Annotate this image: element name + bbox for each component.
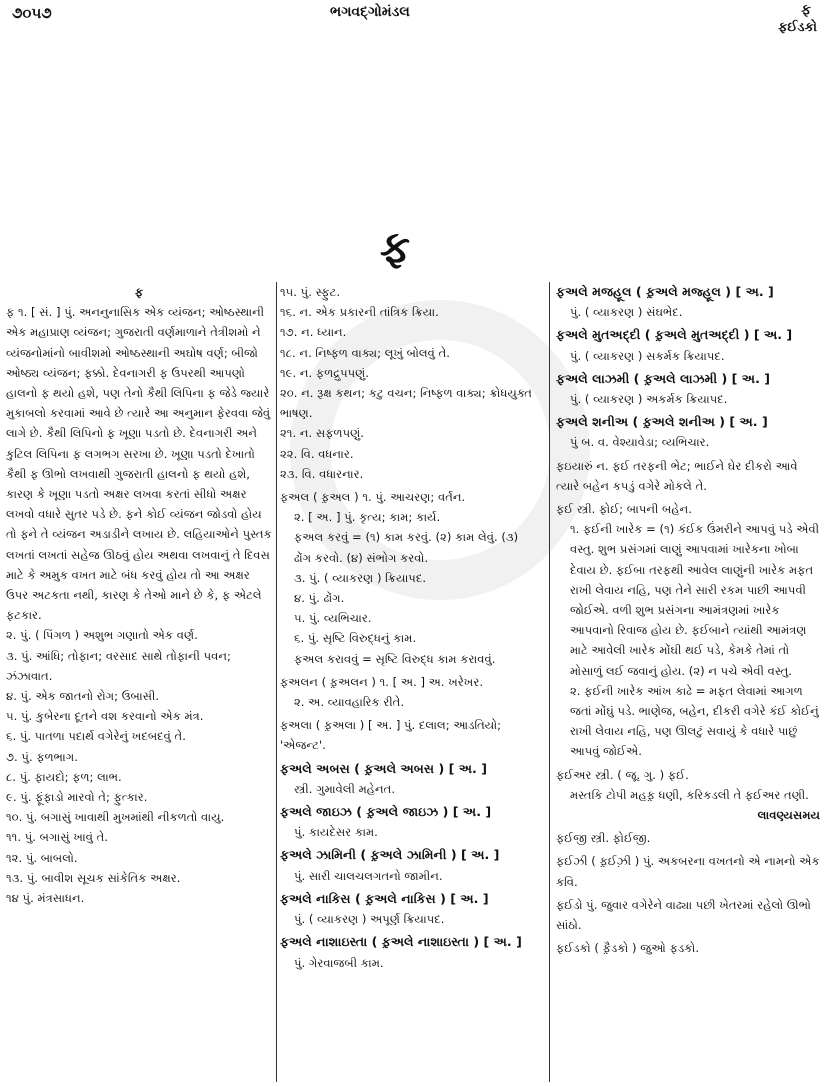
headword: ફઅલે ઝામિની ( ફ઼અલે ઝામિની ) [ અ. ] bbox=[280, 847, 500, 863]
entry: ૬. પું. પાતળા પદાર્થ વગેરેનું ખદબદવું તે. bbox=[6, 729, 186, 744]
headword-entry: ફઇયારું ન. ફઈ તરફની ભેટ; ભાઈને ઘેર દીકરો આવે ત્યારે બહેન કપડું વગેરે મોકલે તે. bbox=[556, 458, 798, 493]
column-head-letter: ફ bbox=[134, 285, 144, 299]
column-3 bbox=[556, 282, 820, 1082]
entry: ૧૩. પું. બાવીશ સૂચક સાંકેતિક અક્ષર. bbox=[6, 870, 181, 885]
entry: ૨. અ. વ્યાવહારિક રીતે. bbox=[294, 695, 405, 710]
entry: ૧. ફઈની ખારેક = (૧) કંઈક ઉંમરીને આપવું પડે એવી વસ્તુ. શુભ પ્રસંગમાં લાણું આપવામાં ખારેકના ખોબા દેવાય છે. ફઈબા તરફથી આવેલ લાણુંની ખારેક મફત રાખી લેવાય નહિ, પણ તેને સારી રકમ પાછી આપવી જોઈએ. વળી શુભ પ્રસંગના આમંત્રણમાં ખારેક આપવાનો રિવાજ હોય છે. ફઈબાને ત્યાંથી આમંત્રણ માટે આવેલી ખારેક મોંઘી થઈ પડે, કેમકે તેમાં તો મોસાળું લઈ જવાનું હોય. (૨) ન પચે એવી વસ્તુ. bbox=[570, 522, 820, 678]
entry: ૧૯. ન. ફળદ્રુપપણું. bbox=[280, 365, 369, 380]
headword: ફઅલે શનીઅ ( ફ઼અલે શનીઅ ) [ અ. ] bbox=[556, 414, 768, 430]
entry: ૧૦. પું. બગાસું ખાવાથી મુખમાંથી નીકળતો વાયુ. bbox=[6, 810, 225, 825]
entry: ૫. પું. વ્યભિચાર. bbox=[294, 611, 372, 626]
headword-entry: ફઅલ ( ફ઼અલ ) ૧. પું. આચરણ; વર્તન. bbox=[280, 490, 466, 505]
page-header bbox=[0, 0, 825, 40]
entry: ૨. ફઈની ખારેક આંખ કાઢે = મફત લેવામાં આગળ જતાં મોંઘું પડે. ભાણેજ, બહેન, દીકરી વગેરે કંઈ કોઈનું રાખી લેવાય નહિ, પણ ઊલટું સવાયું કે વધારે પાછું આપવું જોઈએ. bbox=[570, 683, 819, 759]
headword-entry: ફઅલા ( ફ઼અલા ) [ અ. ] પું. દલાલ; આડતિયો; 'એજન્ટ'. bbox=[280, 718, 502, 753]
definition: પું બ. વ. વેશ્યાવેડા; વ્યભિચાર. bbox=[570, 435, 710, 450]
headword: ફઅલે નાશાઇસ્તા ( ફ઼અલે નાશાઇસ્તા ) [ અ. ] bbox=[280, 934, 522, 950]
entry: ફઅલ કરાવવું = સૃષ્ટિ વિરુદ્ધ કામ કરાવવું. bbox=[294, 651, 496, 666]
entry: ૧૮. ન. નિષ્ફળ વાક્ય; લૂખું બોલવું તે. bbox=[280, 345, 450, 360]
definition: પું. ( વ્યાકરણ ) સકર્મક ક્રિયાપદ. bbox=[570, 348, 725, 363]
entry: ૩. પું. ( વ્યાકરણ ) ક્રિયાપદ. bbox=[294, 570, 426, 585]
header-letter: ફ bbox=[801, 2, 811, 18]
book-title: ભગવદ્ગોમંડલ bbox=[330, 4, 410, 20]
column-1 bbox=[6, 282, 272, 1082]
entry: ૧૧. પું. બગાસું ખાવું તે. bbox=[6, 830, 108, 845]
definition: પું. ગેરવાજબી કામ. bbox=[294, 955, 384, 970]
entry: ૨. પું. ( પિંગળ ) અશુભ ગણાતો એક વર્ણ. bbox=[6, 628, 198, 643]
headword: ફઅલે મજહૂલ ( ફ઼અલે મજ્હૂલ ) [ અ. ] bbox=[556, 284, 774, 299]
headword: ફઅલે જાઇઝ ( ફ઼અલે જાઇઝ ) [ અ. ] bbox=[280, 804, 492, 820]
entry: ૯. પું. ફૂંફાડો મારવો તે; ફુત્કાર. bbox=[6, 790, 148, 805]
entry: ૬. પું. સૃષ્ટિ વિરુદ્ધનું કામ. bbox=[294, 631, 417, 646]
entry: ૮. પું. ફાયદો; ફળ; લાભ. bbox=[6, 769, 122, 784]
column-divider bbox=[549, 282, 550, 1082]
entry: ૫. પું. કુબેરના દૂતને વશ કરવાનો એક મંત્ર. bbox=[6, 709, 204, 724]
column-2 bbox=[280, 282, 538, 1082]
section-letter: ફ bbox=[380, 222, 410, 271]
entry: ૧૫. પું. સ્ફુટ. bbox=[280, 285, 341, 299]
entry: ૧૪ પું. મંત્રસાધન. bbox=[6, 891, 85, 906]
headword-entry: ફઈડો પું. જુવાર વગેરેને વાઢ્યા પછી ખેતરમાં રહેલો ઊભો સાંઠો. bbox=[556, 897, 811, 933]
entry: ૧૨. પું. બાબલો. bbox=[6, 850, 78, 865]
entry: ૨૨. વિ. વધનાર. bbox=[280, 446, 354, 461]
definition: પું. ( વ્યાકરણ ) અપૂર્ણ ક્રિયાપદ. bbox=[294, 912, 445, 927]
column-divider bbox=[276, 282, 277, 1082]
headword-entry: ફઈઅર સ્ત્રી. ( જૂ. ગુ. ) ફઈ. bbox=[556, 767, 689, 782]
entry: ફ ૧. [ સં. ] પું. અનનુનાસિક એક વ્યંજન; ઓષ્ઠસ્થાની એક મહાપ્રાણ વ્યંજન; ગુજરાતી વર્ણમાળાને તેત્રીશમો ને વ્યંજનોમાંનો બાવીશમો ઓષ્ઠસ્થાની અઘોષ વર્ણ; બીજો ઓષ્ઠ્ય વ્યંજન; ફક્કો. દેવનાગરી ફ ઉપરથી આપણો હાલનો ફ થયો હશે, પણ તેનો કૈથી લિપિના ફ જેડે જ્યારે મુકાબલો કરવામાં આવે છે ત્યારે આ અનુમાન ફેરવવા જેવું લાગે છે. કૈથી લિપિનો ફ ખૂણા પડતો છે. દેવનાગરી અને કુટિલ લિપિના ફ લગભગ સરખા છે. ખૂણા પડતો દેખાતો કૈથી ફ ઊભો લખવાથી ગુજરાતી હાલનો ફ થયો હશે, કારણ કે ખૂણા પડતો અક્ષર લખવા કરતાં સીધો અક્ષર લખવો વધારે સુતર પડે છે. ફને કોઈ વ્યંજન જોડવો હોય તો ફને તે વ્યંજન અડાડીને લખાય છે. લહિયાઓને પુસ્તક લખતાં લખતાં સહેજ ઊઠવું હોય અથવા લખવાનું તે દિવસ માટે કે અમુક વખત માટે બંધ કરવું હોય તો આ અક્ષર ઉપર અટકતા નથી, કારણ કે તેઓ માને છે કે, ફ એટલે ફટકાર. bbox=[6, 305, 272, 623]
definition: પું. ( વ્યાકરણ ) અકર્મક ક્રિયાપદ. bbox=[570, 392, 728, 407]
dictionary-columns bbox=[0, 282, 825, 1082]
headword-entry: ફઅલન ( ફ઼અલન ) ૧. [ અ. ] અ. ખરેખર. bbox=[280, 674, 484, 689]
guide-word: ફઈડકો bbox=[778, 20, 817, 35]
headword: ફઅલે લાઝમી ( ફ઼અલે લાઝમી ) [ અ. ] bbox=[556, 370, 770, 386]
entry: ૩. પું. આંધિ; તોફાન; વરસાદ સાથે તોફાની પવન; ઝંઝાવાત. bbox=[6, 648, 231, 683]
headword-entry: ફઈજી સ્ત્રી. ફોઈજી. bbox=[556, 831, 651, 846]
definition: પું. સારી ચાલચલગતનો જામીન. bbox=[294, 868, 443, 883]
entry: ૧૭. ન. ધ્યાન. bbox=[280, 325, 347, 340]
entry: ૨૦. ન. રૂક્ષ કથન; કટુ વચન; નિષ્ફળ વાક્ય; ક્રોધયુક્ત ભાષણ. bbox=[280, 386, 532, 421]
headword-entry: ફઈઝી ( ફ઼ઈઝ઼ી ) પું. અકબરના વખતનો એ નામનો એક કવિ. bbox=[556, 854, 820, 889]
entry: ૪. પું. એક જાતનો રોગ; ઉબાસી. bbox=[6, 689, 160, 704]
quotation: મસ્તકિ ટોપી મહફ઼ ધણી, કરિકડલી તે ફઈઅર તણી. bbox=[570, 787, 809, 802]
page-number: ૭૦૫૭ bbox=[12, 4, 52, 22]
headword: ફઅલે મુતઅદ્દી ( ફ઼અલે મુતઅદ્દી ) [ અ. ] bbox=[556, 327, 793, 343]
entry: ૨. [ અ. ] પું. કૃત્ય; કામ; કાર્ય. bbox=[294, 510, 441, 525]
entry: ૭. પું. ફળભાગ. bbox=[6, 749, 78, 764]
entry: ૧૬. ન. એક પ્રકારની તાંત્રિક ક્રિયા. bbox=[280, 305, 439, 320]
definition: પું. ( વ્યાકરણ ) સંઘભેદ. bbox=[570, 305, 683, 320]
definition: સ્ત્રી. ગુમાવેલી મહેનત. bbox=[294, 781, 396, 796]
headword: ફઅલે નાકિસ ( ફ઼અલે નાકિસ ) [ અ. ] bbox=[280, 890, 489, 906]
headword-entry: ફઈ સ્ત્રી. ફોઈ; બાપની બહેન. bbox=[556, 502, 692, 517]
headword: ફઅલે અબસ ( ફ઼અલે અબસ ) [ અ. ] bbox=[280, 760, 487, 776]
quotation-source: લાવણ્યસમય bbox=[757, 808, 820, 823]
headword-entry: ફઈડકો ( ફ઼ૈડકો ) જુઓ ફડકો. bbox=[556, 941, 700, 956]
entry: ૨૧. ન. સફળપણું. bbox=[280, 426, 364, 441]
entry: ૪. પું. ઢોંગ. bbox=[294, 591, 345, 606]
definition: પું. કાયદેસર કામ. bbox=[294, 825, 378, 840]
entry: ફઅલ કરવું = (૧) કામ કરવું. (૨) કામ લેવું. (૩) ઢોંગ કરવો. (૪) સંભોગ કરવો. bbox=[294, 530, 519, 565]
entry: ૨૩. વિ. વધારનાર. bbox=[280, 466, 364, 481]
